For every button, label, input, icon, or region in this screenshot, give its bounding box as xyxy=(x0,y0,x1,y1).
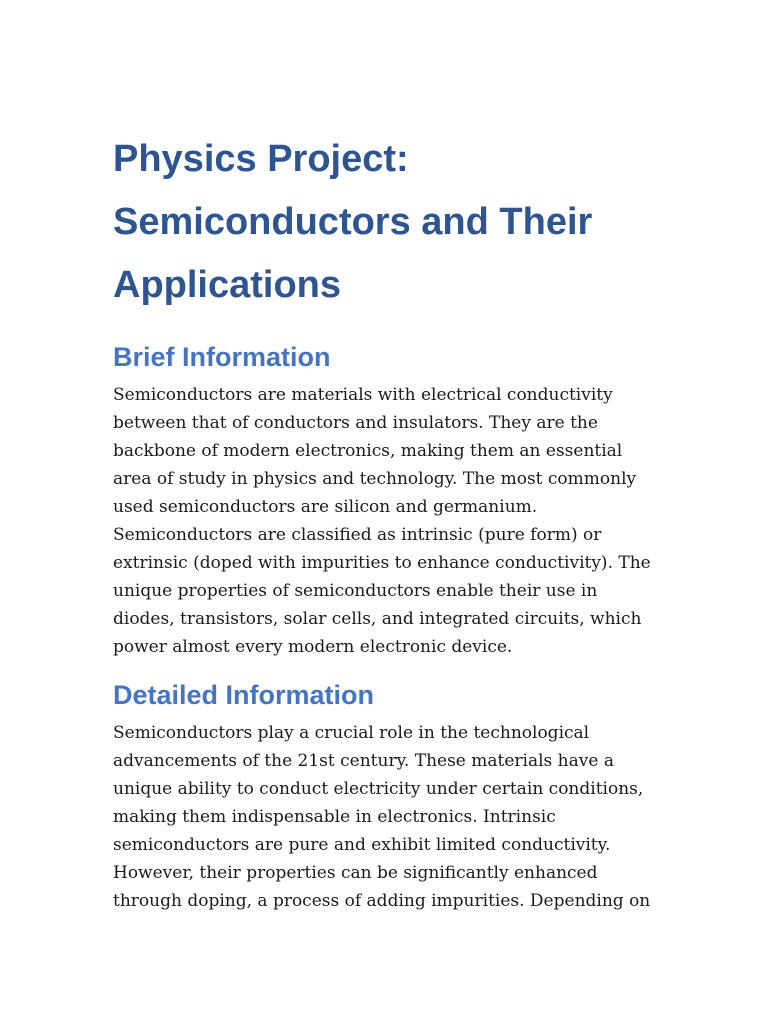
section-heading-brief-information: Brief Information xyxy=(113,342,331,372)
document-title: Physics Project: Semiconductors and Their Applications xyxy=(113,138,593,306)
section-heading-detailed-information: Detailed Information xyxy=(113,680,375,710)
document-page xyxy=(113,128,673,915)
section-body-detailed-information: Semiconductors play a crucial role in the technological advancements of the 21st century. These materials have a unique ability to conduct electricity under certain conditions, making them indispensable in electronics. Intrinsic semiconductors are pure and exhibit limited conductivity. However, their properties can be significantly enhanced through doping, a process of adding impurities. Depending on xyxy=(113,723,651,911)
section-body-brief-information: Semiconductors are materials with electrical conductivity between that of conductors and insulators. They are the backbone of modern electronics, making them an essential area of study in physics and technology. The most commonly used semiconductors are silicon and germanium. Semiconductors are classified as intrinsic (pure form) or extrinsic (doped with impurities to enhance conductivity). The unique properties of semiconductors enable their use in diodes, transistors, solar cells, and integrated circuits, which power almost every modern electronic device. xyxy=(113,385,651,657)
